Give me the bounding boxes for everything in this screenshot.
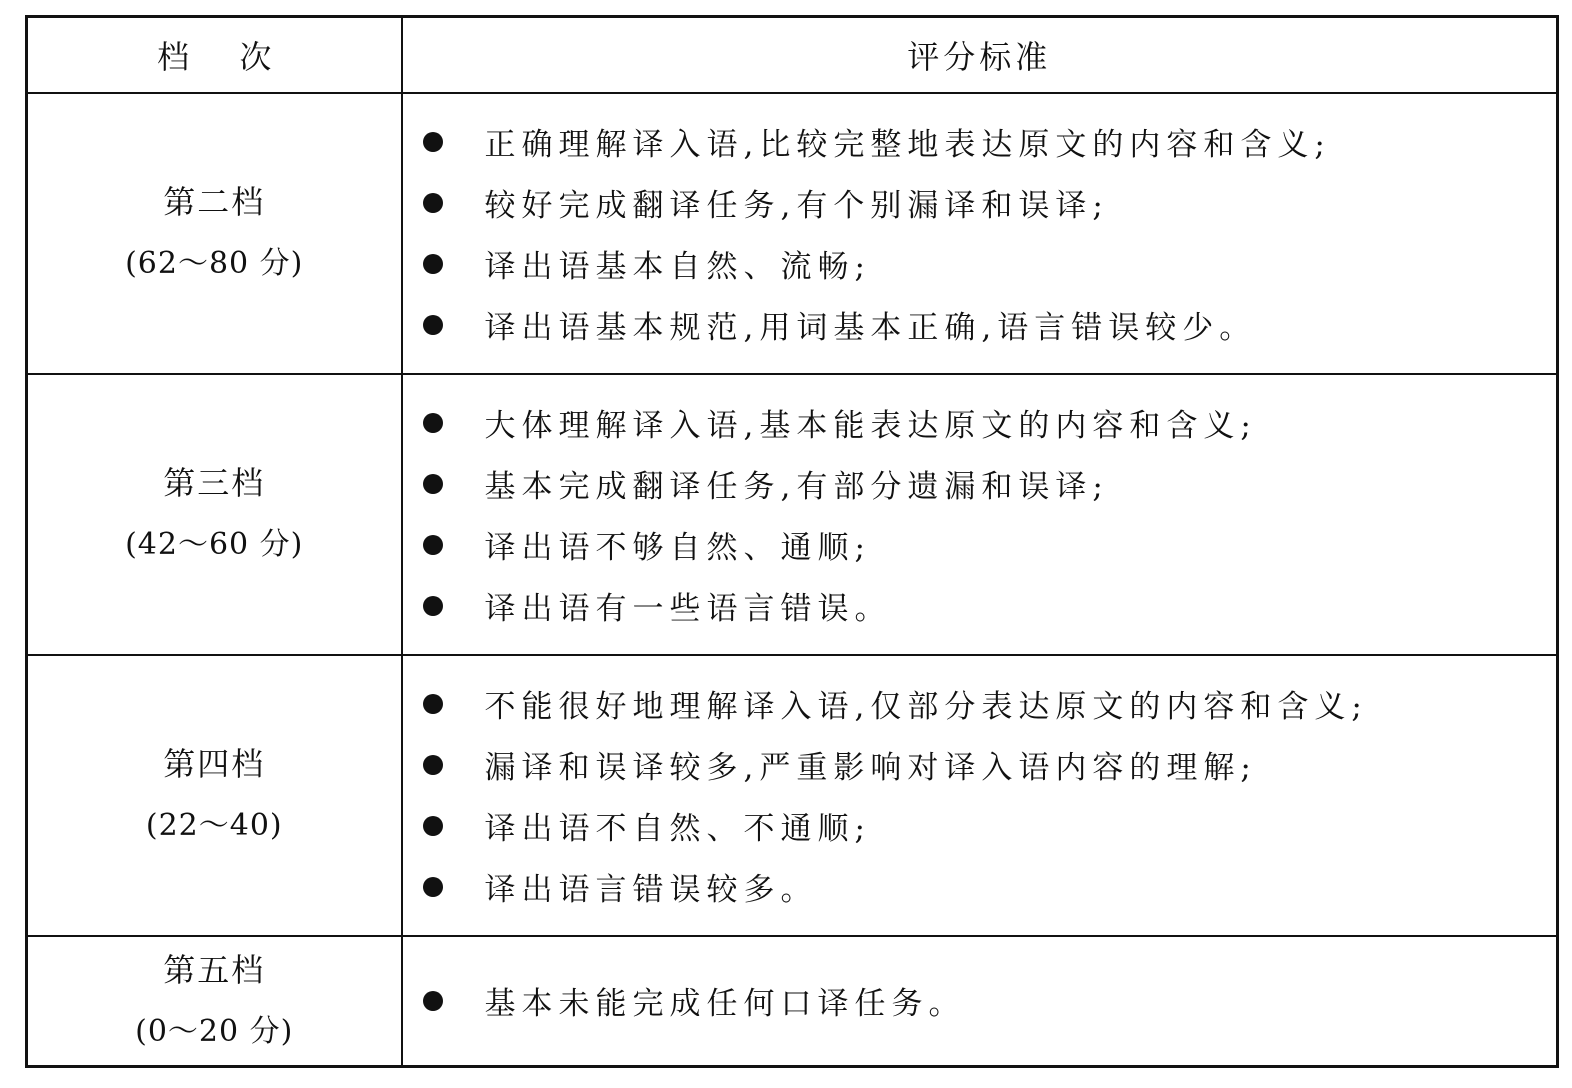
list-item	[423, 392, 1557, 453]
table-header-row	[27, 17, 1558, 93]
bullet-icon	[423, 474, 443, 494]
table-row	[27, 374, 1558, 655]
bullet-icon	[423, 877, 443, 897]
list-item	[423, 233, 1557, 294]
criteria-text: 大体理解译入语,基本能表达原文的内容和含义;	[484, 408, 1257, 444]
tier-level-cell	[27, 655, 402, 936]
criteria-list	[403, 673, 1557, 917]
list-item	[423, 453, 1557, 514]
list-item	[423, 294, 1557, 355]
list-item	[423, 575, 1557, 636]
criteria-text: 译出语基本规范,用词基本正确,语言错误较少。	[484, 310, 1257, 346]
tier-criteria-cell	[402, 936, 1558, 1067]
tier-score-range: (62～80 分)	[125, 246, 304, 281]
tier-level-cell	[27, 93, 402, 374]
list-item	[423, 970, 1557, 1031]
table-row	[27, 655, 1558, 936]
bullet-icon	[423, 254, 443, 274]
criteria-text: 译出语不够自然、通顺;	[484, 530, 871, 566]
tier-level-cell	[27, 374, 402, 655]
criteria-list	[403, 970, 1557, 1031]
list-item	[423, 795, 1557, 856]
tier-criteria-cell	[402, 374, 1558, 655]
level-column-header: 档 次	[27, 17, 402, 93]
list-item	[423, 514, 1557, 575]
bullet-icon	[423, 991, 443, 1011]
table-row	[27, 936, 1558, 1067]
tier-score-range: (42～60 分)	[125, 527, 304, 562]
tier-name: 第二档	[163, 183, 266, 221]
tier-name: 第五档	[163, 950, 266, 989]
bullet-icon	[423, 413, 443, 433]
tier-score-range: (22～40)	[145, 808, 283, 843]
criteria-text: 译出语不自然、不通顺;	[484, 811, 871, 847]
tier-criteria-cell	[402, 655, 1558, 936]
list-item	[423, 172, 1557, 233]
bullet-icon	[423, 193, 443, 213]
list-item	[423, 734, 1557, 795]
criteria-text: 译出语基本自然、流畅;	[484, 249, 871, 285]
criteria-text: 基本未能完成任何口译任务。	[484, 986, 966, 1023]
criteria-text: 漏译和误译较多,严重影响对译入语内容的理解;	[484, 750, 1257, 786]
criteria-column-header: 评分标准	[402, 17, 1558, 93]
bullet-icon	[423, 755, 443, 775]
criteria-text: 译出语言错误较多。	[484, 872, 818, 908]
tier-level-cell	[27, 936, 402, 1067]
criteria-list	[403, 111, 1557, 355]
tier-name: 第四档	[163, 745, 266, 783]
criteria-text: 不能很好地理解译入语,仅部分表达原文的内容和含义;	[484, 689, 1368, 725]
table-row	[27, 93, 1558, 374]
tier-name: 第三档	[163, 464, 266, 502]
bullet-icon	[423, 315, 443, 335]
criteria-text: 较好完成翻译任务,有个别漏译和误译;	[484, 188, 1109, 224]
tier-score-range: (0～20 分)	[135, 1013, 294, 1049]
bullet-icon	[423, 535, 443, 555]
criteria-text: 正确理解译入语,比较完整地表达原文的内容和含义;	[484, 127, 1331, 163]
list-item	[423, 673, 1557, 734]
bullet-icon	[423, 694, 443, 714]
bullet-icon	[423, 596, 443, 616]
criteria-text: 基本完成翻译任务,有部分遗漏和误译;	[484, 469, 1109, 505]
tier-criteria-cell	[402, 93, 1558, 374]
criteria-text: 译出语有一些语言错误。	[484, 591, 892, 627]
bullet-icon	[423, 816, 443, 836]
grading-criteria-table	[25, 15, 1559, 1068]
bullet-icon	[423, 132, 443, 152]
list-item	[423, 856, 1557, 917]
list-item	[423, 111, 1557, 172]
criteria-list	[403, 392, 1557, 636]
